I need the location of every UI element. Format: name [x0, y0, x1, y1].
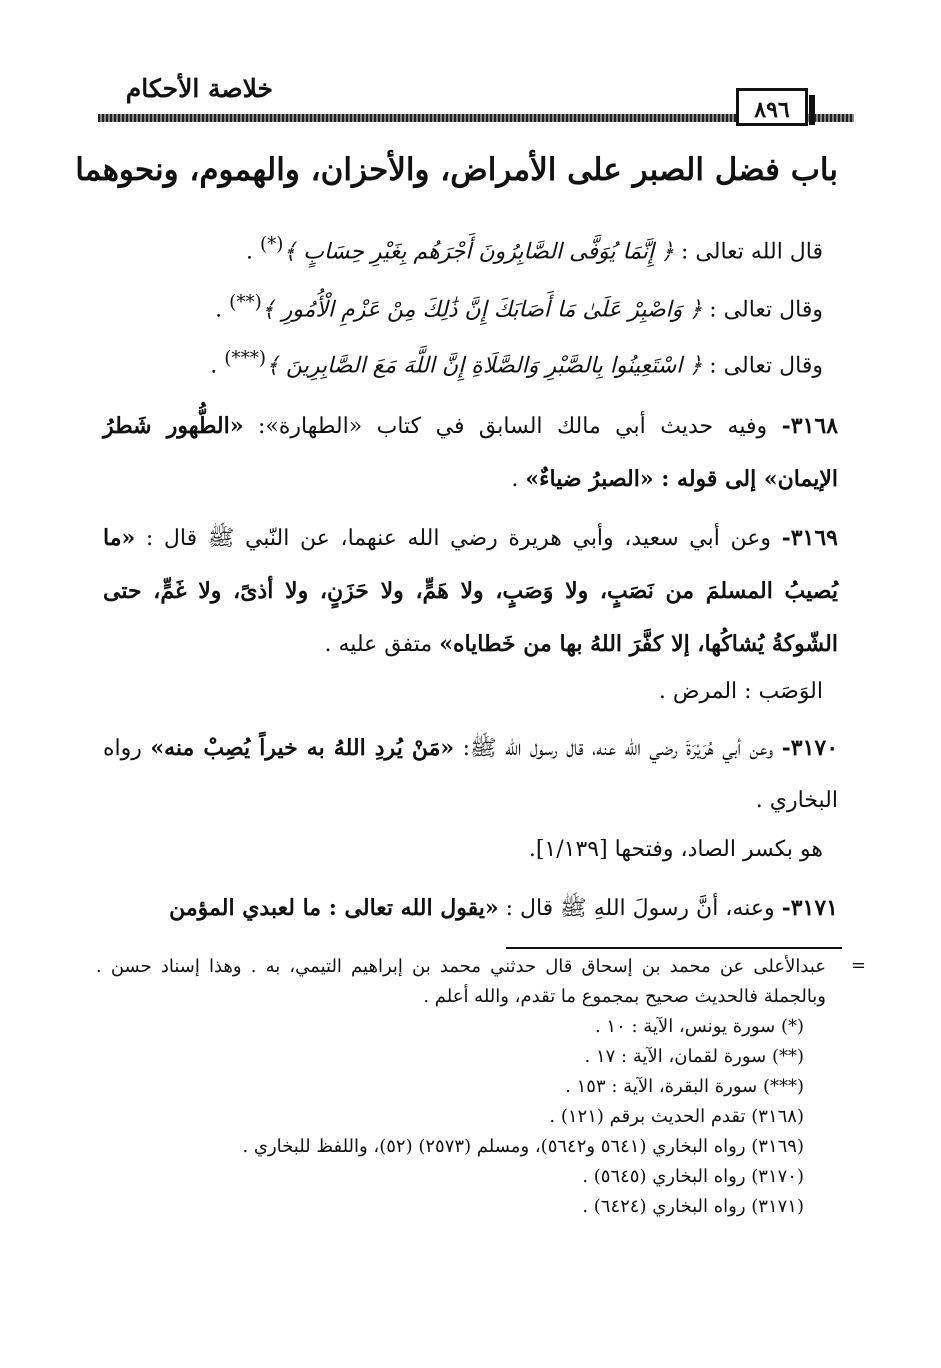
footnote-item: (٣١٦٨) تقدم الحديث برقم (١٢١) . — [549, 1106, 804, 1127]
hadith-quote: «ما يُصيبُ المسلمَ من نَصَبٍ، ولا وَصَبٍ، ولا هَمٍّ، ولا حَزَنٍ، ولا أذىً، ولا غَمٍّ، حتى الشّوكةُ يُشاكُها، إلا كفَّرَ اللهُ بها من خَطاياه» — [103, 525, 838, 657]
hadith-3170 — [103, 722, 838, 827]
hadith-3171 — [103, 882, 838, 935]
hadith-3168 — [103, 400, 838, 506]
hadith-text: وفيه حديث أبي مالك السابق في كتاب «الطهارة»: — [257, 414, 768, 439]
gloss-text: هو بكسر الصاد، وفتحها [١/١٣٩]. — [528, 837, 823, 862]
hadith-end: . — [511, 467, 519, 492]
footnote-item: (*) سورة يونس، الآية : ١٠ . — [594, 1016, 804, 1037]
verse-text: ﴿ إِنَّمَا يُوَفَّى الصَّابِرُونَ أَجْرَهُم بِغَيْرِ حِسَابٍ ﴾ — [283, 239, 675, 265]
footnote-item: (**) سورة لقمان، الآية : ١٧ . — [584, 1046, 804, 1067]
hadith-quote: «مَنْ يُردِ اللهُ به خيراً يُصِبْ منه» — [150, 735, 455, 761]
footnote-item: (***) سورة البقرة، الآية : ١٥٣ . — [565, 1076, 804, 1097]
verse-footnote-mark: (*) — [259, 234, 284, 255]
verse-end: . — [245, 239, 253, 265]
footnote-item: (٣١٧١) رواه البخاري (٦٤٢٤) . — [582, 1196, 804, 1217]
hadith-text: وعن أبي سعيد، وأبي هريرة رضي الله عنهما، عن النّبي ﷺ قال : — [145, 526, 771, 551]
hadith-text: وعنه، أنَّ رسولَ اللهِ ﷺ قال : — [505, 896, 775, 921]
hadith-quote: «يقول الله تعالى : ما لعبدي المؤمن — [169, 895, 499, 921]
verse-intro: قال الله تعالى : — [681, 239, 823, 265]
page-number-box — [736, 88, 808, 126]
verse-end: . — [215, 297, 223, 323]
verse-intro: وقال تعالى : — [709, 297, 823, 323]
hadith-quote: «الطُّهور شَطرُ الإيمان» إلى قوله : «الصبرُ ضياءٌ» — [103, 413, 838, 492]
gloss-wasab — [88, 666, 823, 718]
verse-2 — [215, 292, 823, 322]
verse-text: ﴿ وَاصْبِرْ عَلَىٰ مَا أَصَابَكَ إِنَّ ذَٰلِكَ مِنْ عَزْمِ الْأُمُورِ ﴾ — [261, 297, 703, 323]
page-number: ٨٩٦ — [754, 97, 790, 123]
verse-3 — [210, 348, 823, 378]
verse-text: ﴿ اسْتَعِينُوا بِالصَّبْرِ وَالصَّلَاةِ إِنَّ اللَّهَ مَعَ الصَّابِرِينَ ﴾ — [266, 353, 703, 379]
hadith-end: متفق عليه . — [324, 632, 433, 657]
verse-intro: وقال تعالى : — [709, 353, 823, 379]
chapter-title: باب فضل الصبر على الأمراض، والأحزان، والهموم، ونحوهما — [75, 152, 838, 188]
verse-end: . — [210, 353, 218, 379]
page-number-shadow — [809, 95, 815, 125]
verse-1 — [246, 234, 823, 264]
hadith-number: ٣١٦٨- — [781, 413, 839, 439]
footnotes — [96, 952, 826, 1222]
hadith-number: ٣١٦٩- — [781, 525, 838, 551]
hadith-end: رواه البخاري . — [103, 736, 838, 813]
footnote-continuation: عبدالأعلى عن محمد بن إسحاق قال حدثني محمد بن إبراهيم التيمي، به . وهذا إسناد حسن . وبالجملة فالحديث صحيح بمجموع ما تقدم، والله أعلم . — [96, 956, 826, 1007]
hadith-number: ٣١٧١- — [781, 895, 838, 921]
footnote-item: (٣١٧٠) رواه البخاري (٥٦٤٥) . — [582, 1166, 804, 1187]
footnote-continuation-marker: = — [850, 955, 866, 976]
gloss-yusib — [88, 824, 823, 876]
hadith-number: ٣١٧٠- — [781, 735, 839, 761]
footnote-separator — [506, 947, 842, 949]
running-header-title: خلاصة الأحكام — [125, 74, 273, 103]
gloss-text: الوَصَب : المرض . — [658, 679, 823, 704]
hadith-text: وعن أبي هُرَيْرَةَ رضي الله عنه، قال رسول الله ﷺ: — [462, 736, 774, 761]
footnote-item: (٣١٦٩) رواه البخاري (٥٦٤١ و٥٦٤٢)، ومسلم (٢٥٧٣) (٥٢)، واللفظ للبخاري . — [242, 1136, 804, 1157]
verse-footnote-mark: (***) — [224, 348, 267, 369]
hadith-3169 — [103, 512, 838, 671]
verse-footnote-mark: (**) — [229, 292, 262, 313]
